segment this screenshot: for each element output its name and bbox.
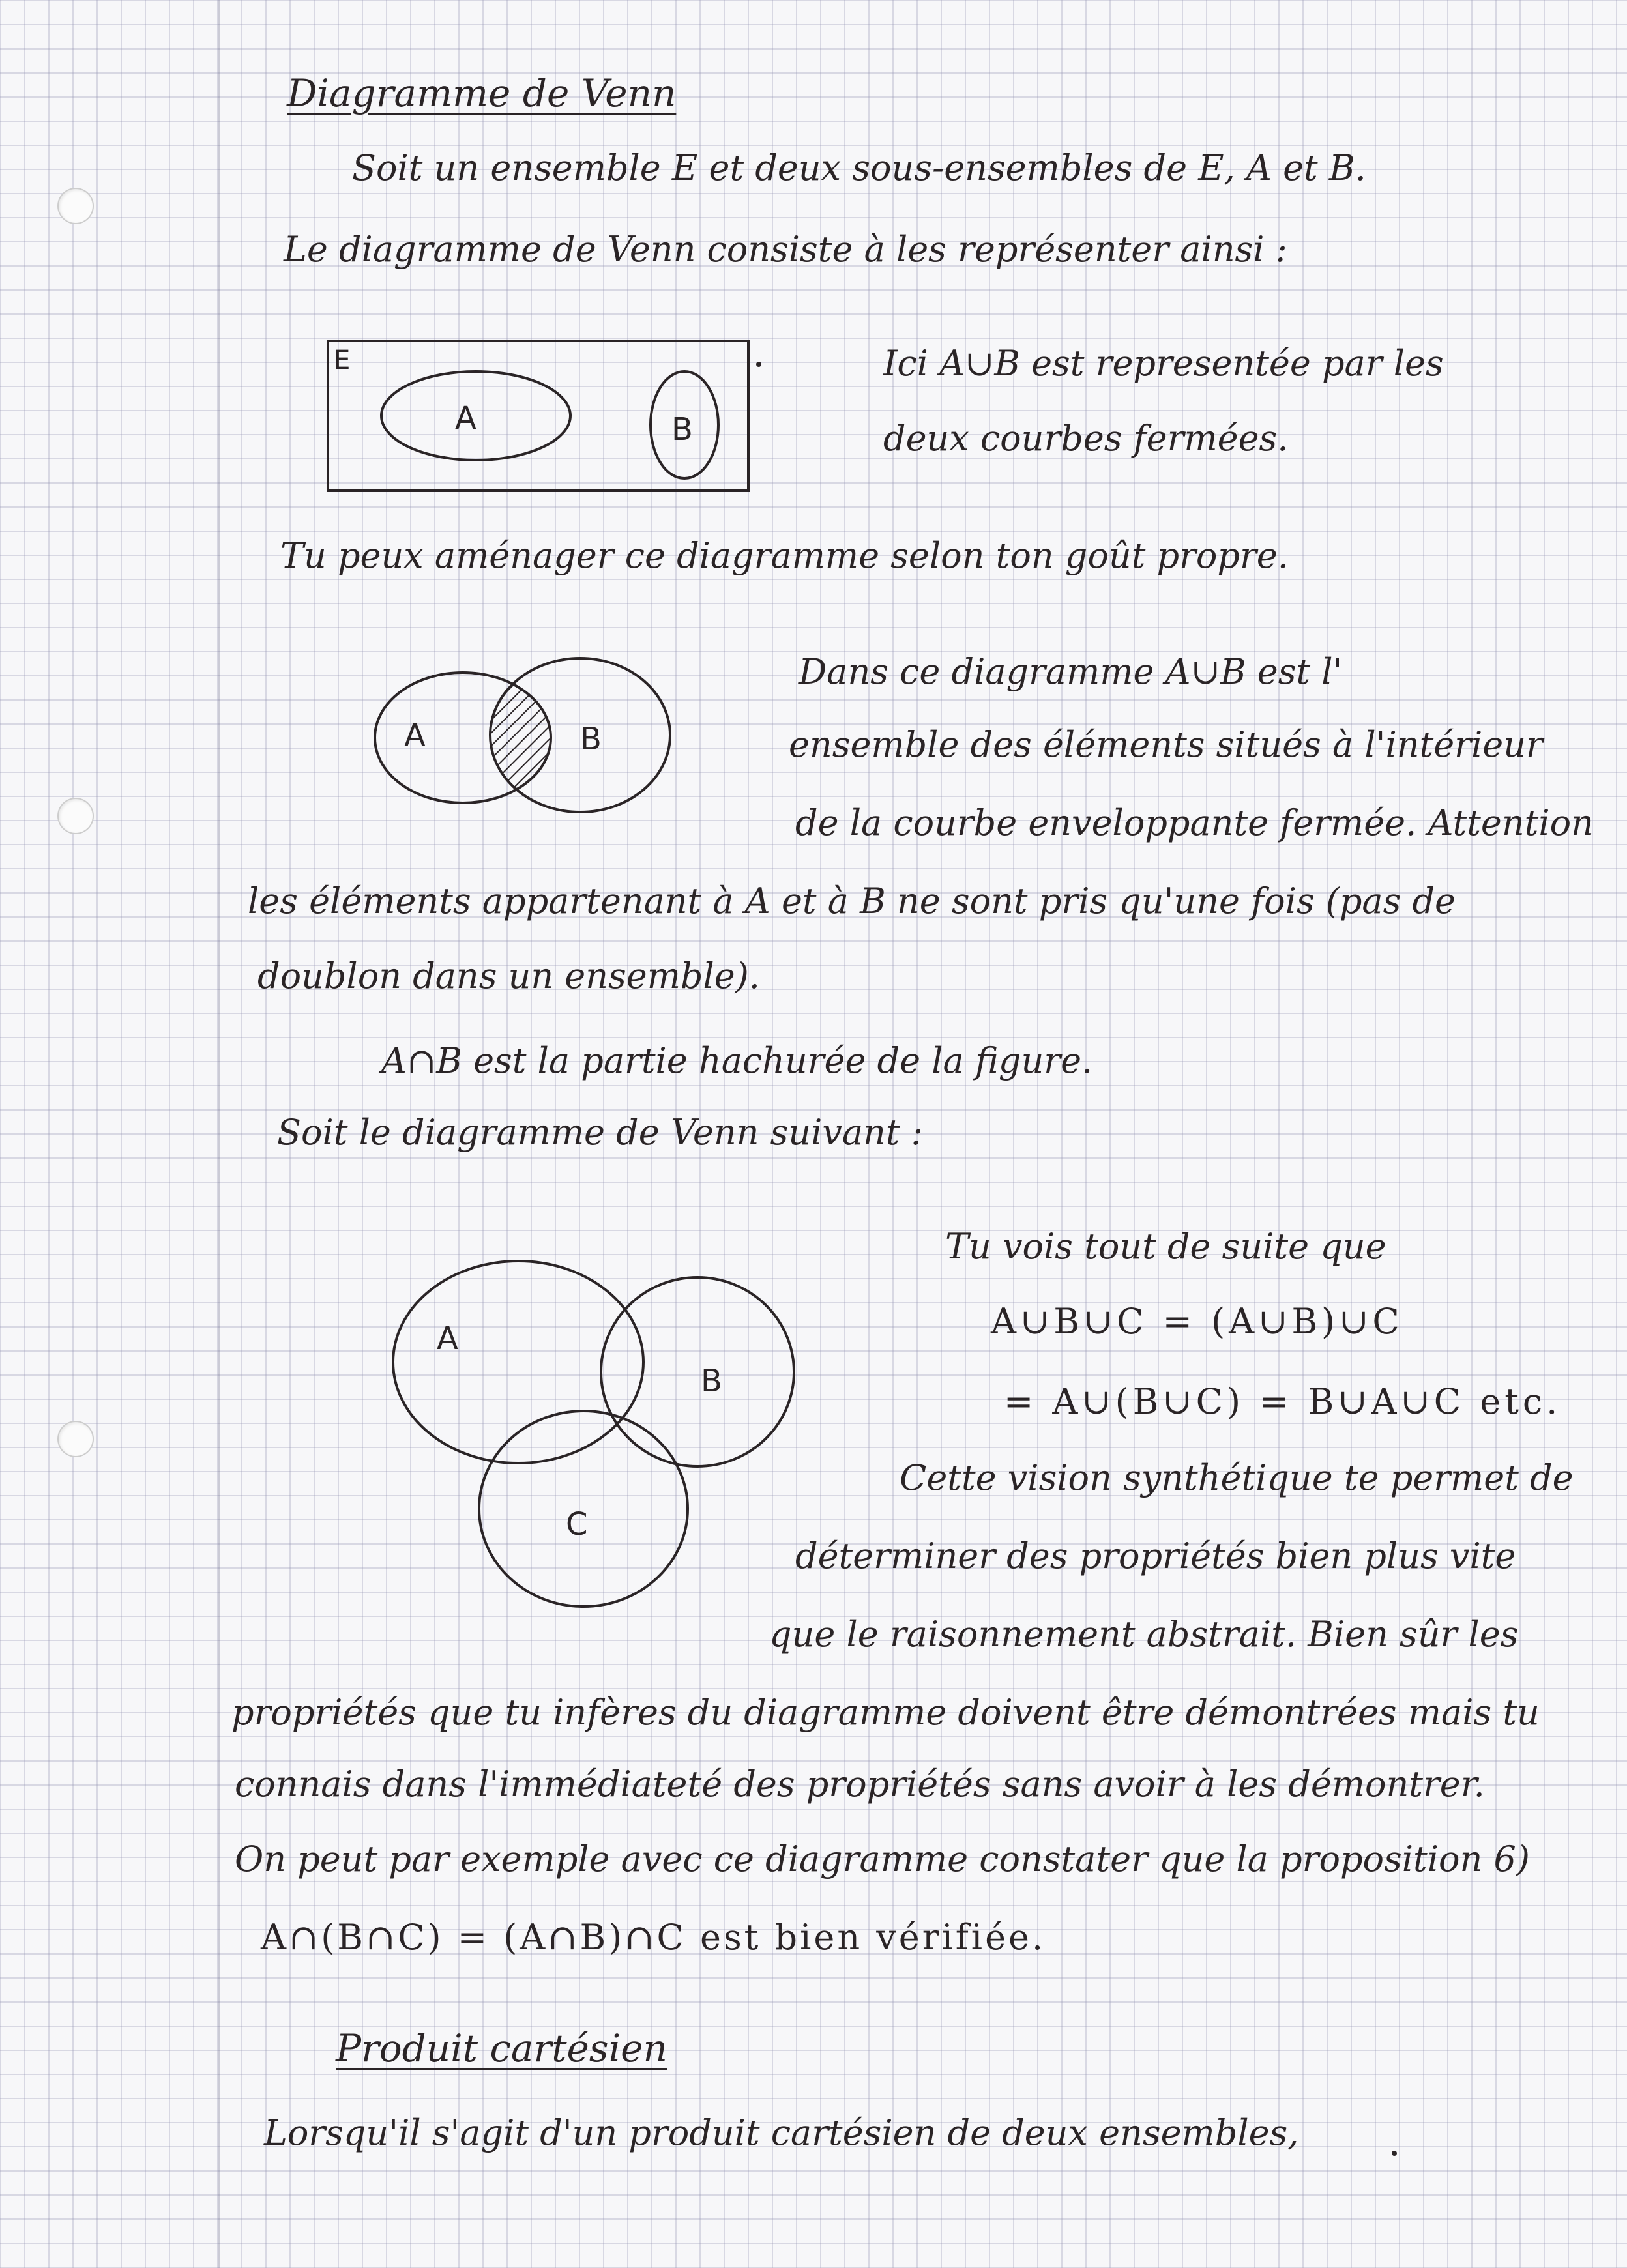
ink-dot bbox=[756, 362, 761, 367]
binder-hole bbox=[57, 188, 94, 224]
text-line: déterminer des propriétés bien plus vite bbox=[795, 1535, 1516, 1577]
label-e: E bbox=[334, 345, 351, 375]
section-title-cartesian: Produit cartésien bbox=[336, 2026, 667, 2071]
text-line: de la courbe enveloppante fermée. Attention bbox=[795, 802, 1594, 843]
text-line: que le raisonnement abstrait. Bien sûr les bbox=[769, 1614, 1519, 1655]
label-a: A bbox=[455, 400, 476, 437]
label-b: B bbox=[580, 721, 602, 757]
text-line: ensemble des éléments situés à l'intérieur bbox=[789, 724, 1543, 765]
text-line: deux courbes fermées. bbox=[883, 418, 1289, 459]
ink-dot bbox=[1392, 2151, 1397, 2156]
text-line: Soit un ensemble E et deux sous-ensembles de E, A et B. bbox=[352, 147, 1366, 188]
label-a: A bbox=[437, 1320, 458, 1357]
text-line: les éléments appartenant à A et à B ne sont pris qu'une fois (pas de bbox=[248, 880, 1456, 922]
text-line: Soit le diagramme de Venn suivant : bbox=[277, 1112, 923, 1153]
formula-line: A∩(B∩C) = (A∩B)∩C est bien vérifiée. bbox=[261, 1917, 1046, 1958]
text-line: doublon dans un ensemble). bbox=[257, 955, 760, 996]
text-line: propriétés que tu infères du diagramme doivent être démontrées mais tu bbox=[231, 1692, 1540, 1733]
binder-hole bbox=[57, 798, 94, 834]
formula-line: = A∪(B∪C) = B∪A∪C etc. bbox=[1004, 1381, 1562, 1422]
text-line: connais dans l'immédiateté des propriétés sans avoir à les démontrer. bbox=[235, 1764, 1485, 1805]
margin-line bbox=[218, 0, 220, 2268]
text-line: A∩B est la partie hachurée de la figure. bbox=[381, 1040, 1093, 1081]
venn-diagram-3 bbox=[352, 1251, 821, 1616]
label-b: B bbox=[671, 411, 693, 448]
venn-diagram-1 bbox=[319, 332, 763, 502]
label-a: A bbox=[404, 718, 426, 754]
text-line: Dans ce diagramme A∪B est l' bbox=[799, 651, 1343, 692]
label-c: C bbox=[566, 1506, 588, 1543]
text-line: On peut par exemple avec ce diagramme constater que la proposition 6) bbox=[235, 1839, 1530, 1880]
text-line: Tu peux aménager ce diagramme selon ton goût propre. bbox=[280, 535, 1289, 576]
text-line: Tu vois tout de suite que bbox=[945, 1226, 1386, 1267]
venn-diagram-2 bbox=[365, 652, 678, 821]
text-line: Cette vision synthétique te permet de bbox=[900, 1457, 1574, 1498]
text-line: Lorsqu'il s'agit d'un produit cartésien de deux ensembles, bbox=[264, 2112, 1299, 2153]
formula-line: A∪B∪C = (A∪B)∪C bbox=[991, 1301, 1403, 1342]
section-title-venn: Diagramme de Venn bbox=[287, 71, 677, 115]
set-b-curve bbox=[601, 1277, 794, 1466]
label-b: B bbox=[701, 1363, 722, 1399]
text-line: Le diagramme de Venn consiste à les représenter ainsi : bbox=[284, 229, 1287, 270]
binder-hole bbox=[57, 1421, 94, 1457]
text-line: Ici A∪B est representée par les bbox=[883, 343, 1444, 384]
